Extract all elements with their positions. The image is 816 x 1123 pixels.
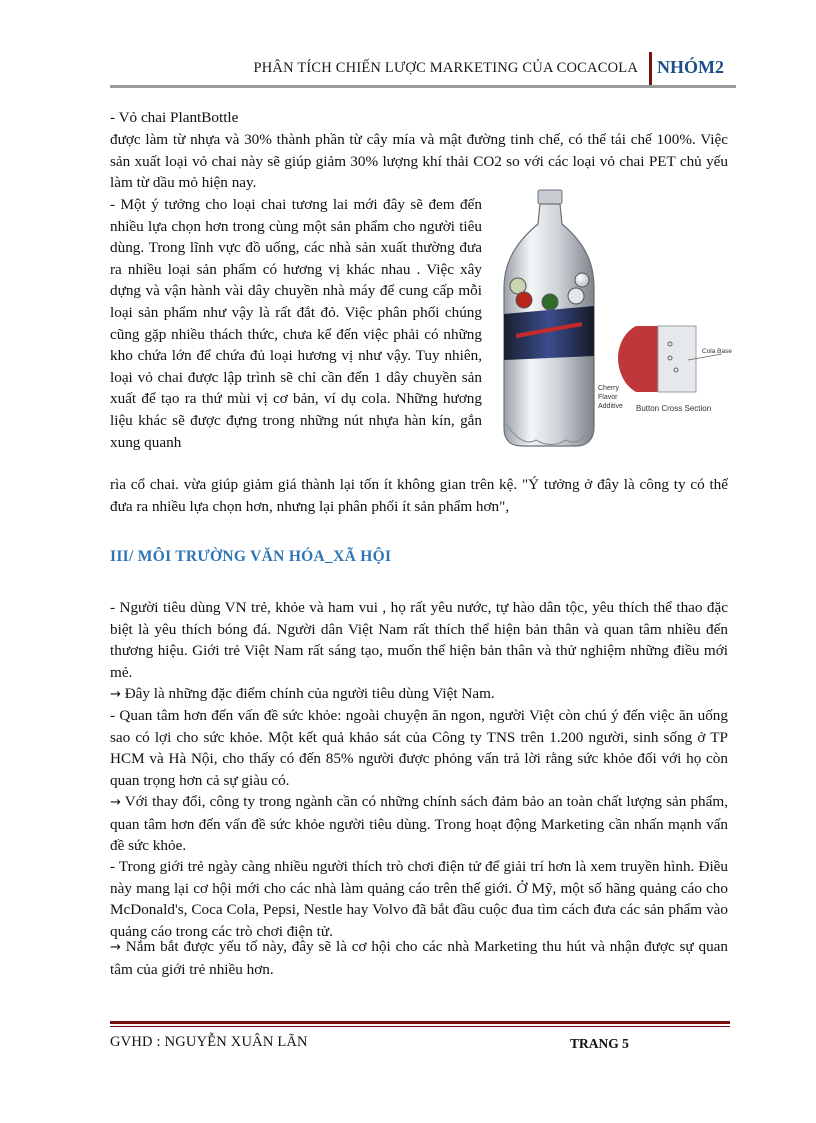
footer-rule-thin xyxy=(110,1026,730,1027)
arrow-icon: → xyxy=(110,687,121,702)
header-rule xyxy=(110,85,736,88)
footer-rule-thick xyxy=(110,1021,730,1024)
paragraph-plantbottle-title: - Vỏ chai PlantBottle xyxy=(110,109,239,126)
paragraph-bottle-idea-end: rìa cổ chai. vừa giúp giảm giá thành lại tốn ít không gian trên kệ. "Ý tưởng ở đây là công ty có thể đưa ra nhiều lựa chọn hơn, nhưng lại phân phối ít sản phẩm hơn", xyxy=(110,476,728,515)
header-separator xyxy=(649,52,652,86)
label-cola-base: Cola Base xyxy=(702,348,732,355)
arrow-icon: → xyxy=(110,940,121,955)
footer-page-number: TRANG 5 xyxy=(570,1036,629,1051)
arrow-icon: → xyxy=(110,795,121,810)
paragraph-text: Với thay đổi, công ty trong ngành cần có những chính sách đảm bảo an toàn chất lượng sản phẩm, quan tâm hơn đến vấn đề sức khỏe người tiêu dùng. Trong hoạt động Marketing cần nhấn mạnh vấn đề sức khỏe. xyxy=(110,793,728,855)
header-group-name: NHÓM2 xyxy=(657,57,724,77)
label-button-cross-section: Button Cross Section xyxy=(636,404,712,413)
paragraph-gaming-conclusion xyxy=(110,936,728,980)
paragraph-text: Nắm bắt được yếu tố này, đây sẽ là cơ hội cho các nhà Marketing thu hút và nhận được sự quan tâm của giới trẻ nhiều hơn. xyxy=(110,938,729,978)
paragraph-gaming-trend: - Trong giới trẻ ngày càng nhiều người thích trò chơi điện tử để giải trí hơn là xem truyền hình. Điều này mang lại cơ hội mới cho các nhà làm quảng cáo trên thế giới. Ở Mỹ, một số hãng quảng cáo cho McDonald's, Coca Cola, Pepsi, Nestle hay Volvo đã bắt đầu cuộc đua tìm cách đưa các sản phẩm vào quảng cáo trong các trò chơi điện tử. xyxy=(110,858,728,940)
bottle-figure xyxy=(486,188,734,450)
header-title: PHÂN TÍCH CHIẾN LƯỢC MARKETING CỦA COCACOLA xyxy=(253,60,638,76)
section-heading-culture: III/ MÔI TRƯỜNG VĂN HÓA_XÃ HỘI xyxy=(110,548,392,565)
label-cherry-flavor: Cherry Flavor Additive xyxy=(598,385,623,410)
paragraph-consumer-conclusion xyxy=(110,683,728,706)
paragraph-text: Đây là những đặc điểm chính của người tiêu dùng Việt Nam. xyxy=(124,685,495,702)
paragraph-consumer-traits: - Người tiêu dùng VN trẻ, khỏe và ham vui , họ rất yêu nước, tự hào dân tộc, yêu thích thể thao đặc biệt là yêu thích bóng đá. Người dân Việt Nam rất thích thể hiện bản thân và quan tâm nhiều đến thương hiệu. Giới trẻ Việt Nam rất sáng tạo, muốn thể hiện bản thân và thử nghiệm những điều mới mẻ. xyxy=(110,599,728,681)
paragraph-plantbottle-body: được làm từ nhựa và 30% thành phần từ cây mía và mật đường tinh chế, có thể tái chế 100%. Việc sản xuất loại vỏ chai này sẽ giúp giảm 30% lượng khí thải CO2 so với các loại vỏ chai PET chủ yếu làm từ dầu mỏ hiện nay. xyxy=(110,131,728,192)
page-header xyxy=(110,52,736,88)
footer-supervisor: GVHD : NGUYỄN XUÂN LÃN xyxy=(110,1034,308,1050)
paragraph-bottle-idea: - Một ý tưởng cho loại chai tương lai mới đây sẽ đem đến nhiều lựa chọn hơn trong cùng một sản phẩm cho người tiêu dùng. Trong lĩnh vực đồ uống, các nhà sản xuất thường đưa ra nhiều loại sản phẩm có hương vị khác nhau . Việc xây dựng và vận hành vài dây chuyền nhà máy để cung cấp mỗi loại sản phẩm như vậy là rất đắt đỏ. Việc phân phối chúng cũng gặp nhiều thách thức, chưa kể đến việc phải có những kho chứa lớn để chứa đủ loại hương vị như vậy. Tuy nhiên, loại vỏ chai được lập trình sẽ chỉ cần đến 1 dây chuyền sản xuất để tạo ra thứ mùi vị cơ bản, ví dụ cola. Những hương liệu khác sẽ được đựng trong những nút nhựa hàn kín, gắn xung quanh xyxy=(110,196,482,451)
paragraph-health-conclusion xyxy=(110,791,728,857)
paragraph-health-concern: - Quan tâm hơn đến vấn đề sức khỏe: ngoài chuyện ăn ngon, người Việt còn chú ý đến việc ăn uống sao có lợi cho sức khỏe. Một kết quả khảo sát của Công ty TNS trên 1.200 người, sinh sống ở TP HCM và Hà Nội, cho thấy có đến 85% người được phỏng vấn trả lời rằng sức khỏe đối với họ còn quan trọng hơn cả sự giàu có. xyxy=(110,707,728,789)
